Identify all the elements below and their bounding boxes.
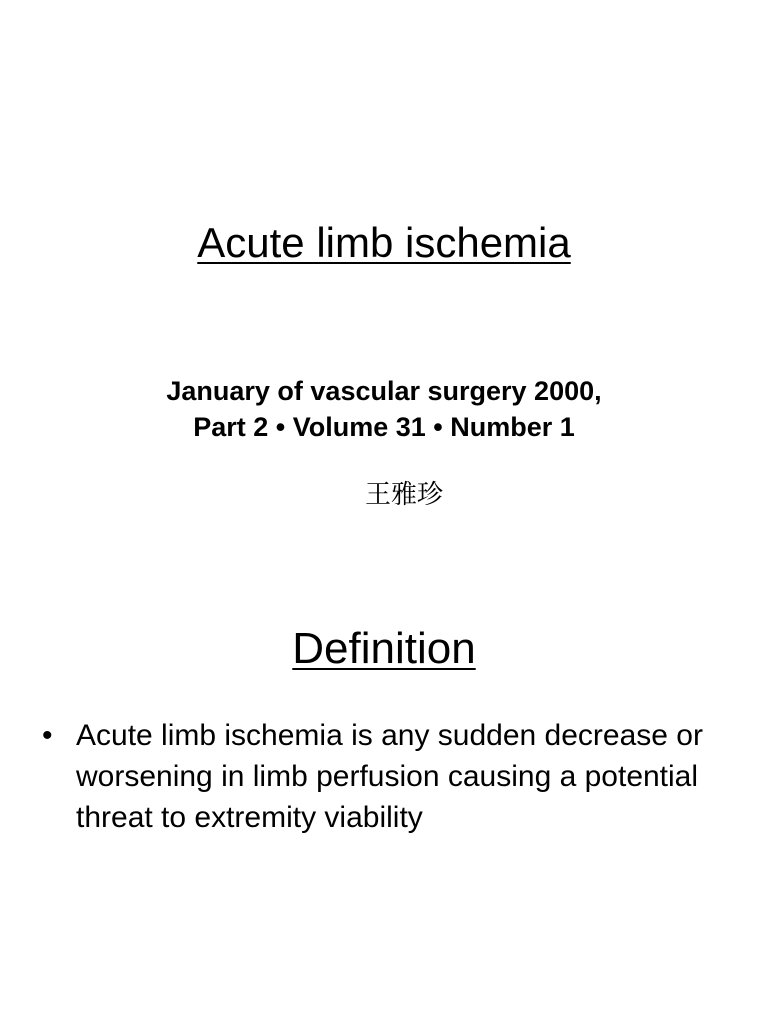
bullet-text: Acute limb ischemia is any sudden decrease or worsening in limb perfusion causing a potential threat to extremity viability: [76, 719, 703, 834]
author-name: 王雅珍: [364, 480, 443, 510]
journal-citation: [0, 373, 768, 445]
bullet-item: [40, 715, 720, 838]
definition-bullet-list: [40, 715, 720, 838]
section-title-definition: Definition: [292, 624, 476, 673]
citation-line-2: Part 2 • Volume 31 • Number 1: [193, 412, 575, 442]
citation-line-1: January of vascular surgery 2000,: [166, 376, 602, 406]
bullet-icon: •: [42, 719, 53, 752]
slide-title: Acute limb ischemia: [197, 219, 571, 266]
